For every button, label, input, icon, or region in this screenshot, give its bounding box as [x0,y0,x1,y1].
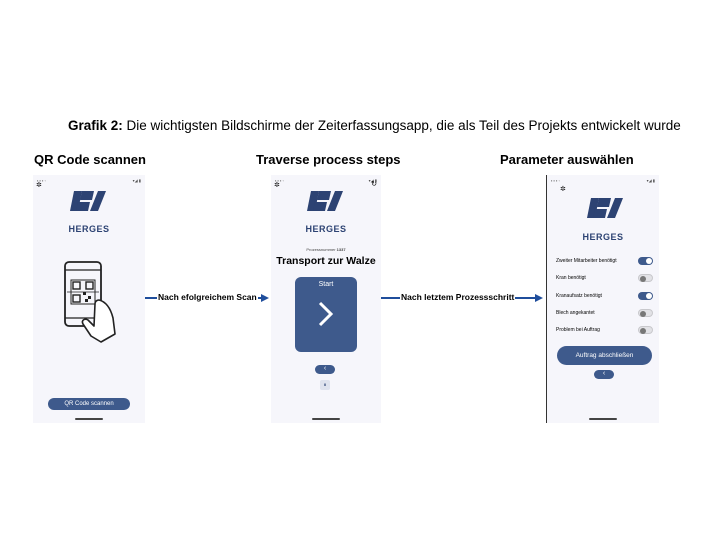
param-label: Zweiter Mitarbeiter benötigt [556,258,617,264]
screen-process-steps [271,175,381,423]
back-button[interactable]: ‹ [594,370,614,379]
gear-icon[interactable]: ✲ [36,182,42,189]
param-toggle[interactable] [638,309,653,317]
arrow-1-label: Nach efolgreichem Scan [158,292,257,302]
submit-order-button[interactable]: Auftrag abschließen [557,346,652,365]
screen-qr-scan [33,175,145,423]
status-bar: ▪ ▪ ▪ ◦ ▾◢ ▮ [37,178,141,183]
start-button[interactable] [295,277,357,352]
back-button[interactable]: ‹ [315,365,335,374]
qr-scan-hand-icon [61,260,119,344]
column-title-params: Parameter auswählen [500,152,634,167]
figure-caption [68,118,681,133]
status-bar: ▪ ▪ ▪ ◦ ▾◢ ▮ [275,178,377,183]
process-number: 1337 [336,247,346,252]
screen-parameters [546,175,659,423]
step-title: Transport zur Walze [276,255,376,267]
arrow-1-head [261,294,269,302]
chevron-right-icon [316,300,336,328]
column-title-process: Traverse process steps [256,152,401,167]
pause-button[interactable]: II [320,380,330,390]
process-number-line [271,247,381,252]
gear-icon[interactable]: ✲ [274,182,280,189]
qr-scan-button[interactable]: QR Code scannen [48,398,130,410]
param-label: Kran benötigt [556,275,586,281]
brand-name: HERGES [68,224,110,234]
param-label: Blech angekantet [556,310,595,316]
arrow-2-head [535,294,543,302]
herges-logo [301,189,351,229]
start-label: Start [318,281,334,288]
param-label: Problem bei Auftrag [556,327,600,333]
process-number-label: Prozessnummer [306,247,336,252]
brand-name: HERGES [582,232,624,242]
caption-prefix: Grafik 2: [68,118,123,133]
param-toggle[interactable] [638,257,653,265]
param-toggle[interactable] [638,292,653,300]
nav-handle [75,418,103,420]
arrow-2-label: Nach letztem Prozessschritt [401,292,515,302]
param-toggle[interactable] [638,326,653,334]
herges-logo [64,189,114,229]
brand-name: HERGES [305,224,347,234]
column-title-qr: QR Code scannen [34,152,146,167]
nav-handle [312,418,340,420]
status-bar: ▪ ▪ ▪ ◦ ▾◢ ▮ [551,178,655,183]
param-toggle[interactable] [638,274,653,282]
gear-icon[interactable]: ✲ [560,186,566,193]
herges-logo [581,196,631,236]
refresh-icon[interactable]: ↻ [371,181,377,188]
caption-text: Die wichtigsten Bildschirme der Zeiterfassungsapp, die als Teil des Projekts entwickelt wurde [122,118,681,133]
nav-handle [589,418,617,420]
param-label: Kranaufsatz benötigt [556,293,602,299]
